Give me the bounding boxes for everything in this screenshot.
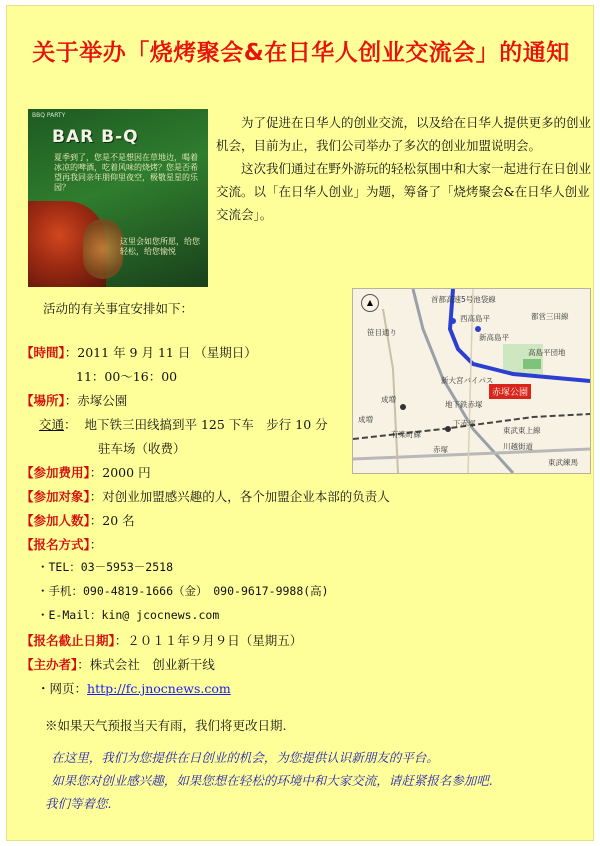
promo-brand: BAR B-Q bbox=[52, 127, 139, 147]
separator: ： bbox=[64, 393, 78, 408]
mobile-value: ・手机：090-4819-1666（金） 090-9617-9988(高) bbox=[37, 584, 329, 598]
map-label: 成増 bbox=[381, 395, 396, 404]
web-row bbox=[37, 679, 231, 697]
time-row bbox=[21, 343, 257, 361]
tel-value: ・TEL：03－5953－2518 bbox=[37, 560, 174, 574]
map-label: 新高島平 bbox=[479, 333, 509, 342]
map-label: 川越街道 bbox=[503, 442, 533, 451]
map-label: 高島平団地 bbox=[528, 348, 566, 357]
section-heading: 活动的有关事宜安排如下： bbox=[43, 301, 194, 316]
notice-page bbox=[6, 5, 594, 841]
transport-row bbox=[39, 415, 328, 433]
promo-small-text: BBQ PARTY bbox=[32, 112, 66, 119]
deadline-value: ２０１１年９月９日（星期五） bbox=[127, 633, 303, 648]
target-label: 【参加对象】 bbox=[21, 489, 90, 504]
separator: ： bbox=[64, 417, 77, 432]
separator: ： bbox=[114, 633, 128, 648]
map-label: 東武練馬 bbox=[548, 458, 578, 467]
closing-message bbox=[45, 746, 585, 815]
closing-line-3: 我们等着您. bbox=[45, 796, 112, 811]
map-label: 西高島平 bbox=[460, 314, 490, 323]
fee-label: 【参加费用】 bbox=[21, 465, 90, 480]
web-label: ・网页： bbox=[37, 681, 88, 696]
north-arrow-icon: ▲ bbox=[361, 294, 379, 312]
page-title: 关于举办「烧烤聚会&在日华人创业交流会」的通知 bbox=[32, 40, 570, 66]
separator: ： bbox=[64, 345, 78, 360]
grill-food-image-2 bbox=[83, 219, 123, 279]
time-hours: 11：00～16：00 bbox=[76, 369, 178, 384]
place-value: 赤塚公園 bbox=[77, 393, 128, 408]
organizer-label: 【主办者】 bbox=[21, 657, 78, 672]
fee-row bbox=[21, 463, 151, 481]
time-label: 【時間】 bbox=[21, 345, 65, 360]
intro-paragraph-1: 为了促进在日华人的创业交流，以及给在日华人提供更多的创业机会，目前为止，我们公司举办了多次的创业加盟说明会。 bbox=[216, 115, 592, 153]
intro-text bbox=[216, 111, 592, 226]
separator: ： bbox=[89, 513, 103, 528]
signup-label: 【报名方式】 bbox=[21, 537, 90, 552]
map-label: 首都高速5号池袋線 bbox=[431, 295, 496, 304]
map-label: 新大宮バイパス bbox=[441, 376, 494, 385]
target-row bbox=[21, 487, 390, 505]
email-value: ・E-Mail：kin@ jcocnews.com bbox=[37, 608, 220, 622]
organizer-row bbox=[21, 655, 215, 673]
map-park-label: 赤塚公園 bbox=[489, 384, 531, 399]
map-label: 笹目通り bbox=[367, 328, 397, 337]
transport-value: 地下铁三田线搞到平 125 下车 步行 10 分 bbox=[84, 417, 328, 432]
separator: ： bbox=[89, 489, 103, 504]
map-label: 赤塚 bbox=[433, 445, 448, 454]
time-value: 2011 年 9 月 11 日 （星期日） bbox=[77, 345, 257, 360]
map-label: 東武東上線 bbox=[503, 426, 541, 435]
separator: ： bbox=[89, 537, 103, 552]
map-label: 成増 bbox=[358, 415, 373, 424]
parking-value: 驻车场（收费） bbox=[98, 441, 186, 456]
count-label: 【参加人数】 bbox=[21, 513, 90, 528]
count-row bbox=[21, 511, 135, 529]
deadline-label: 【报名截止日期】 bbox=[21, 633, 115, 648]
separator: ： bbox=[89, 465, 103, 480]
place-row bbox=[21, 391, 127, 409]
transport-label: 交通 bbox=[39, 417, 65, 432]
map-label: 下赤塚 bbox=[453, 419, 476, 428]
location-map bbox=[352, 288, 591, 474]
map-label: 地下鉄赤塚 bbox=[445, 400, 483, 409]
deadline-row bbox=[21, 631, 302, 649]
organizer-value: 株式会社 创业新干线 bbox=[89, 657, 215, 672]
promo-text-2: 这里会如您所愿，给您轻松，给您愉悦 bbox=[120, 237, 200, 256]
website-link[interactable]: http://fc.jnocnews.com bbox=[87, 681, 231, 696]
map-label: 有楽町線 bbox=[391, 430, 421, 439]
separator: ： bbox=[77, 657, 90, 672]
target-value: 对创业加盟感兴趣的人，各个加盟企业本部的负责人 bbox=[102, 489, 390, 504]
closing-line-2: 如果您对创业感兴趣，如果您想在轻松的环境中和大家交流，请赶紧报名参加吧. bbox=[51, 773, 493, 788]
count-value: 20 名 bbox=[102, 513, 135, 528]
promo-text-1: 夏季到了，您是不是想因在草地边，喝着冰凉的啤酒，吃着风味的烧烤？您是否希望再我同亲年朋仰里夜空，极敬星星的乐园？ bbox=[54, 153, 198, 192]
place-label: 【場所】 bbox=[21, 393, 65, 408]
rain-notice: ※如果天气预报当天有雨，我们将更改日期. bbox=[45, 718, 287, 733]
signup-row bbox=[21, 535, 102, 553]
fee-value: 2000 円 bbox=[102, 465, 151, 480]
map-label: 都営三田線 bbox=[531, 312, 569, 321]
closing-line-1: 在这里，我们为您提供在日创业的机会，为您提供认识新朋友的平台。 bbox=[51, 750, 439, 765]
intro-paragraph-2: 这次我们通过在野外游玩的轻松氛围中和大家一起进行在日创业交流。以「在日华人创业」为题，筹备了「烧烤聚会&在日华人创业交流会」。 bbox=[216, 161, 592, 222]
bbq-promo-image bbox=[28, 109, 208, 287]
